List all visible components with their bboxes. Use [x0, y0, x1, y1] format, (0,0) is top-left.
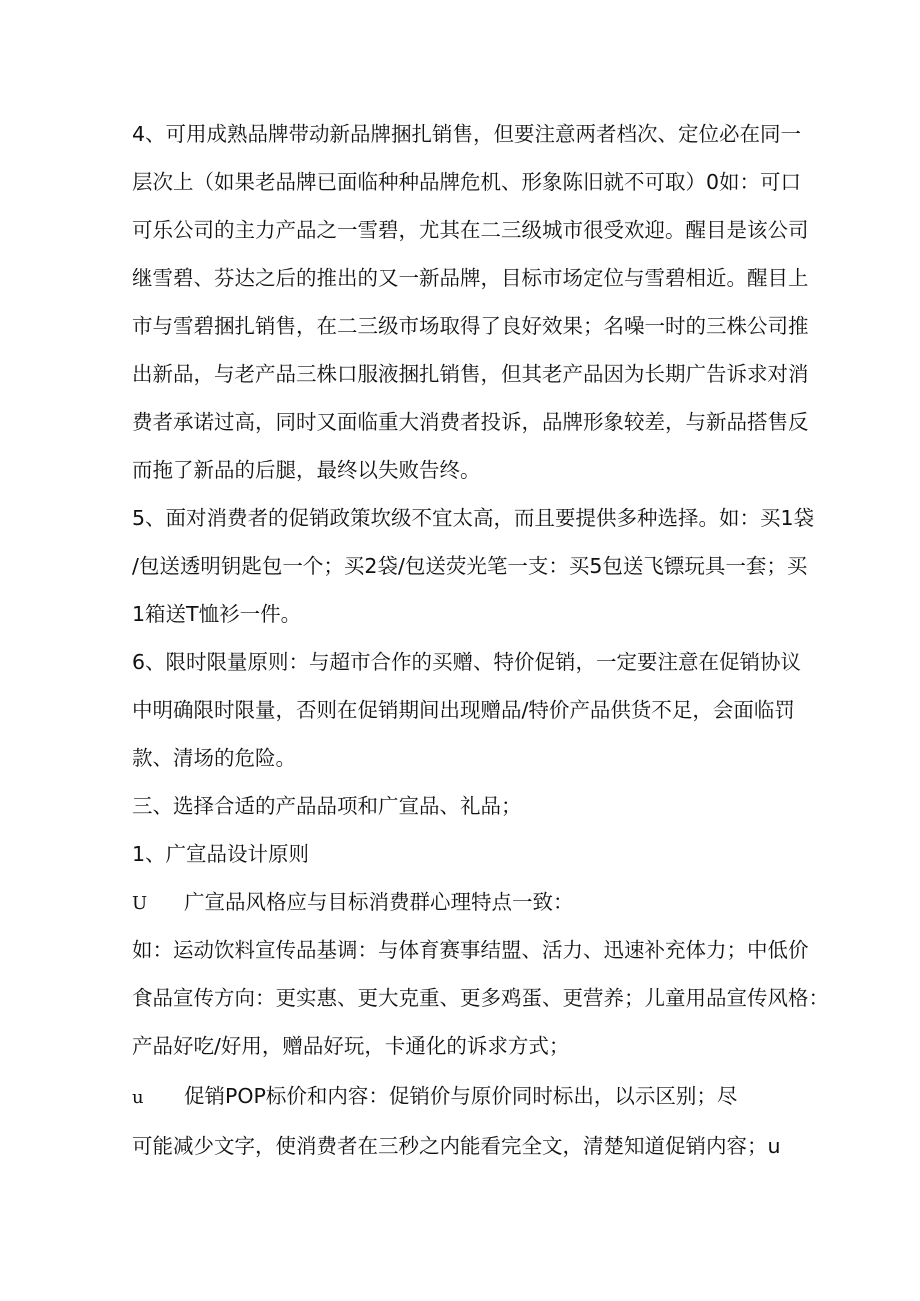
paragraph-line: 6、限时限量原则：与超市合作的买赠、特价促销，一定要注意在促销协议	[132, 650, 802, 674]
paragraph-line: 如：运动饮料宣传品基调：与体育赛事结盟、活力、迅速补充体力；中低价	[132, 938, 809, 962]
paragraph-line: 出新品，与老产品三株口服液捆扎销售，但其老产品因为长期广告诉求对消	[132, 362, 809, 386]
paragraph-line: 可乐公司的主力产品之一雪碧，尤其在二三级城市很受欢迎。醒目是该公司	[132, 218, 809, 242]
paragraph-line: 继雪碧、芬达之后的推出的又一新品牌，目标市场定位与雪碧相近。醒目上	[132, 266, 809, 290]
paragraph-line: 1箱送T恤衫一件。	[132, 602, 302, 626]
paragraph-line: 食品宣传方向：更实惠、更大克重、更多鸡蛋、更营养；儿童用品宣传风格：	[132, 986, 829, 1010]
paragraph-line: 可能减少文字，使消费者在三秒之内能看完全文，清楚知道促销内容；u	[132, 1134, 781, 1158]
bullet-text: 广宣品风格应与目标消费群心理特点一致：	[184, 890, 574, 914]
subsection-heading: 1、广宣品设计原则	[132, 842, 310, 866]
paragraph-line: 4、可用成熟品牌带动新品牌捆扎销售，但要注意两者档次、定位必在同一	[132, 122, 802, 146]
paragraph-line: 产品好吃/好用，赠品好玩，卡通化的诉求方式；	[132, 1034, 570, 1058]
section-heading: 三、选择合适的产品品项和广宣品、礼品；	[132, 794, 522, 818]
paragraph-line: /包送透明钥匙包一个；买2袋/包送荧光笔一支：买5包送飞镖玩具一套；买	[132, 554, 808, 578]
bullet-mark: U	[132, 893, 148, 914]
bullet-text: 促销POP标价和内容：促销价与原价同时标出，以示区别；尽	[184, 1084, 738, 1108]
paragraph-line: 款、清场的危险。	[132, 746, 296, 770]
paragraph-line: 市与雪碧捆扎销售，在二三级市场取得了良好效果；名噪一时的三株公司推	[132, 314, 809, 338]
paragraph-line: 层次上（如果老品牌已面临种种品牌危机、形象陈旧就不可取）0如：可口	[132, 170, 802, 194]
bullet-mark: u	[132, 1087, 144, 1108]
paragraph-line: 5、面对消费者的促销政策坎级不宜太高，而且要提供多种选择。如：买1袋	[132, 506, 815, 530]
bullet-item	[132, 878, 574, 926]
paragraph-line: 费者承诺过高，同时又面临重大消费者投诉，品牌形象较差，与新品搭售反	[132, 410, 809, 434]
paragraph-line: 而拖了新品的后腿，最终以失败告终。	[132, 458, 481, 482]
paragraph-line: 中明确限时限量，否则在促销期间出现赠品/特价产品供货不足，会面临罚	[132, 698, 795, 722]
bullet-item	[132, 1072, 737, 1120]
